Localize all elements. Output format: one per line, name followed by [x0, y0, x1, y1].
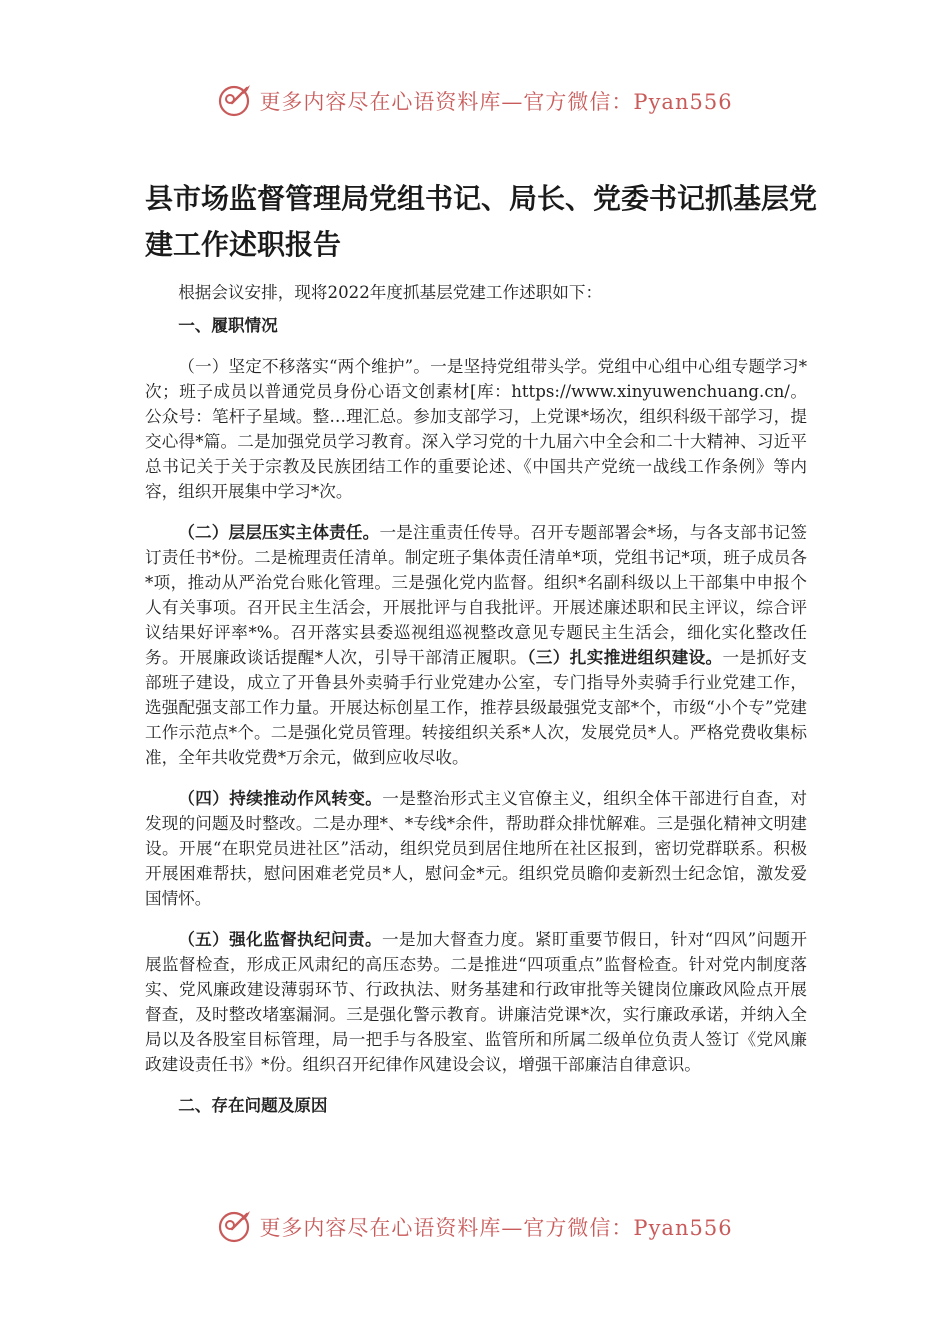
paragraph-5 [145, 927, 807, 1077]
paragraph-2-lead: （二）层层压实主体责任。 [178, 523, 380, 542]
document-title: 县市场监督管理局党组书记、局长、党委书记抓基层党建工作述职报告 [145, 182, 818, 261]
paragraph-3-body: 一是抓好支部班子建设，成立了开鲁县外卖骑手行业党建办公室，专门指导外卖骑手行业党建工作，选强配强支部工作力量。开展达标创星工作，推荐县级最强党支部*个，市级“小个专”党建工作示范点*个。二是强化党员管理。转接组织关系*人次，发展党员*人。严格党费收集标准，全年共收党费*万余元，做到应收尽收。 [145, 648, 808, 767]
header-banner [0, 84, 950, 118]
paragraph-4 [145, 786, 807, 911]
banner-text-footer: 更多内容尽在心语资料库—官方微信：Pyan556 [259, 1216, 733, 1240]
paragraph-4-lead: （四）持续推动作风转变。 [178, 789, 383, 808]
banner-text: 更多内容尽在心语资料库—官方微信：Pyan556 [259, 90, 733, 114]
quill-pen-icon [217, 1210, 251, 1244]
intro-paragraph: 根据会议安排，现将2022年度抓基层党建工作述职如下： [178, 283, 603, 302]
paragraph-3-lead: （三）扎实推进组织建设。 [527, 648, 723, 667]
document-body [145, 280, 807, 1118]
quill-pen-icon [217, 84, 251, 118]
section-heading-1: 一、履职情况 [178, 316, 278, 335]
paragraph-1-body: 一是坚持党组带头学。党组中心组中心组专题学习*次；班子成员以普通党员身份心语文创素材[库：https://www.xinyuwenchuang.cn/。公众号：笔杆子星域。整…理汇总。参加支部学习，上党课*场次，组织科级干部学习，提交心得*篇。二是加强党员学习教育。深入学习党的十九届六中全会和二十大精神、习近平总书记关于关于宗教及民族团结工作的重要论述、《中国共产党统一战线工作条例》等内容，组织开展集中学习*次。 [145, 357, 808, 501]
paragraph-5-body: 一是加大督查力度。紧盯重要节假日，针对“四风”问题开展监督检查，形成正风肃纪的高压态势。二是推进“四项重点”监督检查。针对党内制度落实、党风廉政建设薄弱环节、行政执法、财务基建和行政审批等关键岗位廉政风险点开展督查，及时整改堵塞漏洞。三是强化警示教育。讲廉洁党课*次，实行廉政承诺，并纳入全局以及各股室目标管理，局一把手与各股室、监管所和所属二级单位负责人签订《党风廉政建设责任书》*份。组织召开纪律作风建设会议，增强干部廉洁自律意识。 [145, 930, 808, 1074]
paragraph-1 [145, 354, 807, 504]
paragraph-2 [145, 520, 807, 770]
paragraph-2-body: 一是注重责任传导。召开专题部署会*场，与各支部书记签订责任书*份。二是梳理责任清单。制定班子集体责任清单*项，党组书记*项，班子成员各*项，推动从严治党台账化管理。三是强化党内监督。组织*名副科级以上干部集中申报个人有关事项。召开民主生活会，开展批评与自我批评。开展述廉述职和民主评议，综合评议结果好评率*%。召开落实县委巡视组巡视整改意见专题民主生活会，细化实化整改任务。开展廉政谈话提醒*人次，引导干部清正履职。 [145, 523, 808, 667]
section-heading-2: 二、存在问题及原因 [178, 1096, 328, 1115]
footer-banner [0, 1210, 950, 1244]
paragraph-5-lead: （五）强化监督执纪问责。 [178, 930, 383, 949]
paragraph-1-lead: （一）坚定不移落实“两个维护”。 [178, 357, 431, 376]
paragraph-4-body: 一是整治形式主义官僚主义，组织全体干部进行自查，对发现的问题及时整改。二是办理*、*专线*余件，帮助群众排忧解难。三是强化精神文明建设。开展“在职党员进社区”活动，组织党员到居住地所在社区报到，密切党群联系。积极开展困难帮扶，慰问困难老党员*人，慰问金*元。组织党员瞻仰麦新烈士纪念馆，激发爱国情怀。 [145, 789, 808, 908]
